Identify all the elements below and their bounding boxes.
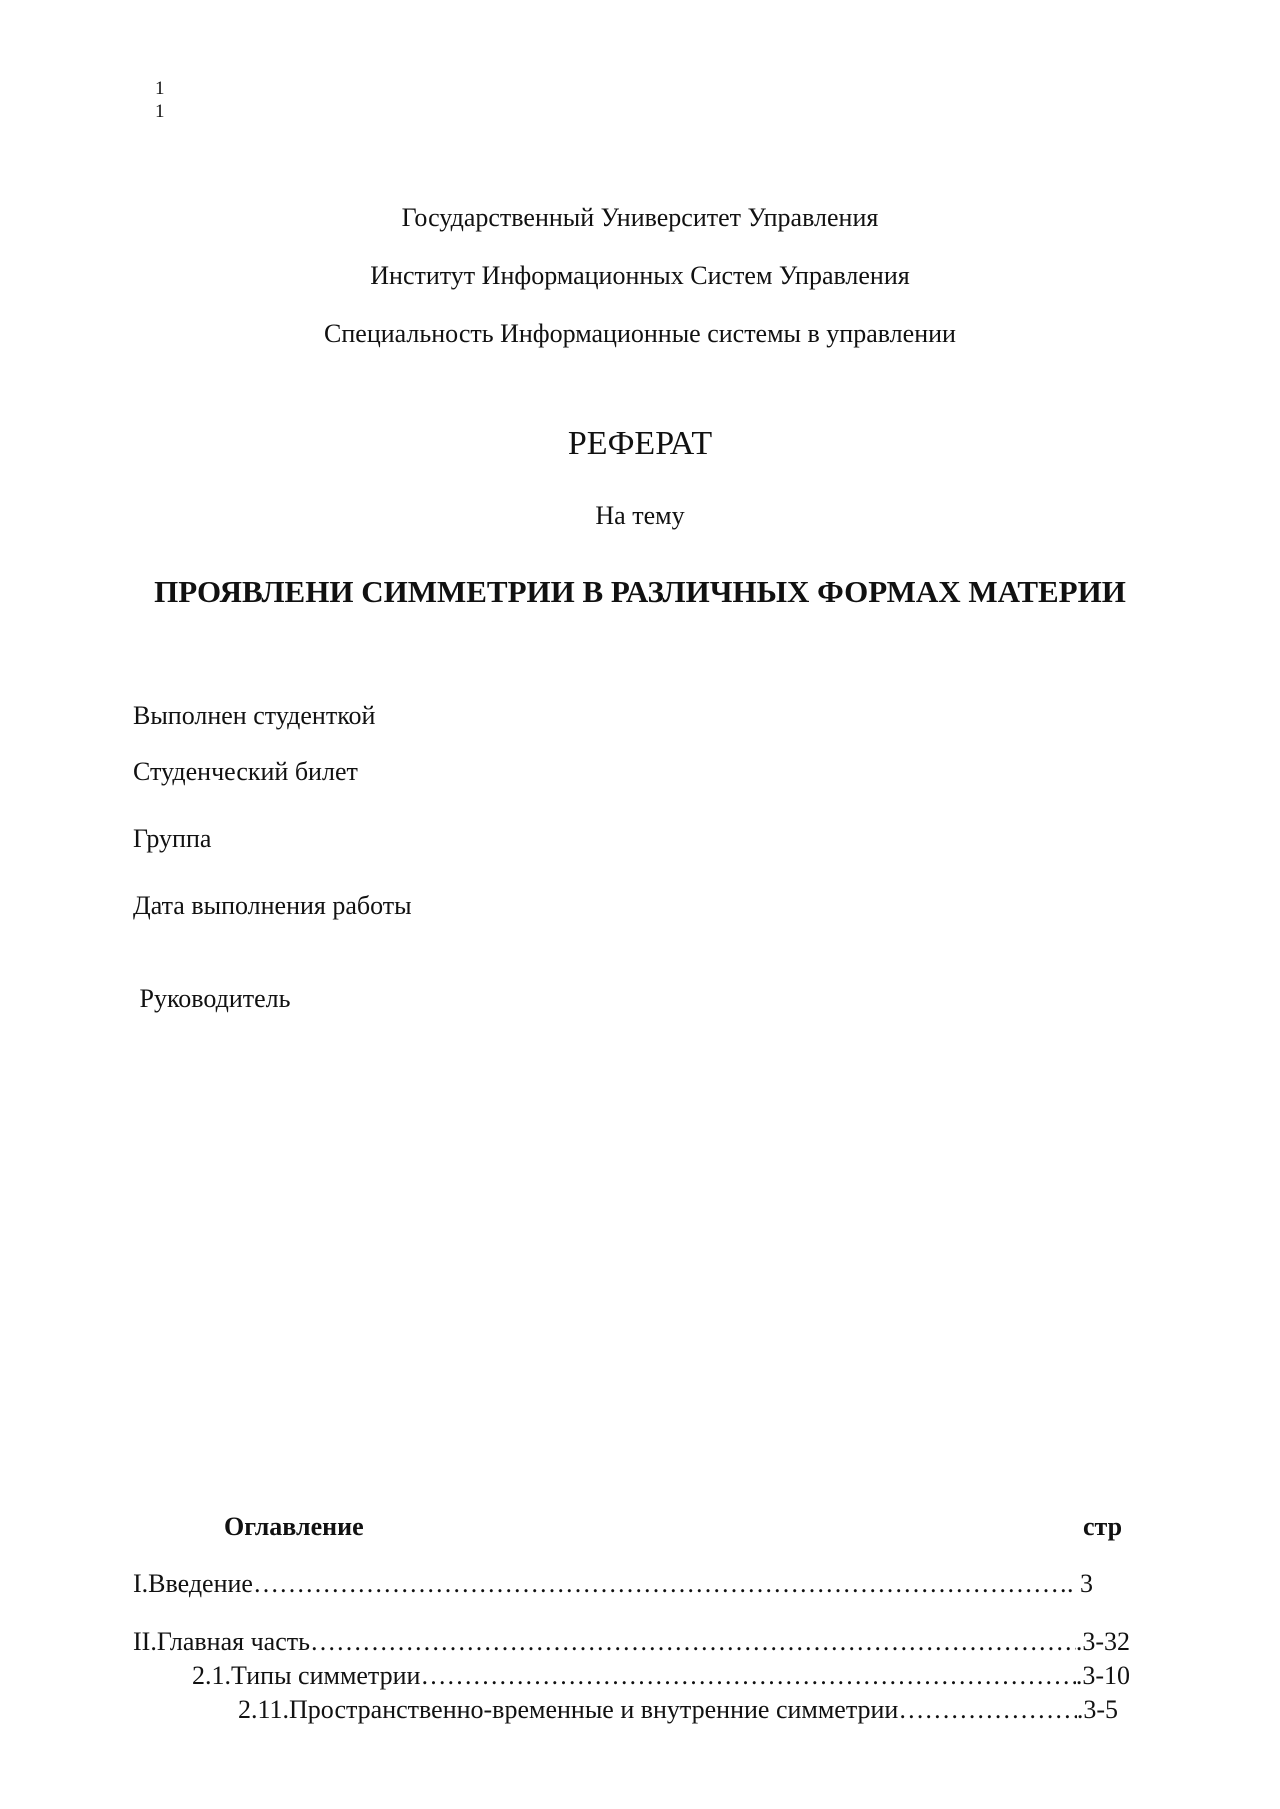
toc-entry[interactable] [133,1626,1130,1658]
institute-name: Институт Информационных Систем Управления [370,261,910,290]
toc-heading: Оглавление [224,1512,364,1541]
toc-entry-pages: .3-32 [1075,1627,1130,1656]
toc-entry[interactable] [192,1660,1130,1692]
university-name: Государственный Университет Управления [401,203,879,232]
toc-entry-pages: . 3 [1067,1569,1093,1598]
toc-page-heading: стр [1083,1512,1123,1541]
page-number-top: 1 [155,78,165,99]
toc-leader [253,1568,1067,1600]
topic-label: На тему [595,501,685,530]
field-date: Дата выполнения работы [133,891,412,920]
toc-entry-pages: .3-10 [1075,1661,1130,1690]
toc-leader [898,1694,1076,1726]
field-student: Выполнен студенткой [133,701,376,730]
field-group: Группа [133,824,212,853]
field-supervisor: Руководитель [133,984,291,1013]
toc-leader [420,1660,1075,1692]
toc-entry[interactable] [133,1568,1093,1600]
document-type: РЕФЕРАТ [567,425,713,462]
toc-leader [310,1626,1076,1658]
toc-entry[interactable] [238,1694,1118,1726]
toc-entry-label: 2.11.Пространственно-временные и внутренние симметрии [238,1695,899,1724]
toc-entry-pages: .3-5 [1076,1695,1118,1724]
field-student-card: Студенческий билет [133,757,358,786]
specialty-name: Специальность Информационные системы в управлении [324,319,956,348]
toc-entry-label: II.Главная часть [133,1627,310,1656]
toc-entry-label: I.Введение [133,1569,253,1598]
toc-entry-label: 2.1.Типы симметрии [192,1661,421,1690]
topic-title: ПРОЯВЛЕНИ СИММЕТРИИ В РАЗЛИЧНЫХ ФОРМАХ МАТЕРИИ [154,574,1126,609]
page-number-bottom: 1 [155,101,165,122]
